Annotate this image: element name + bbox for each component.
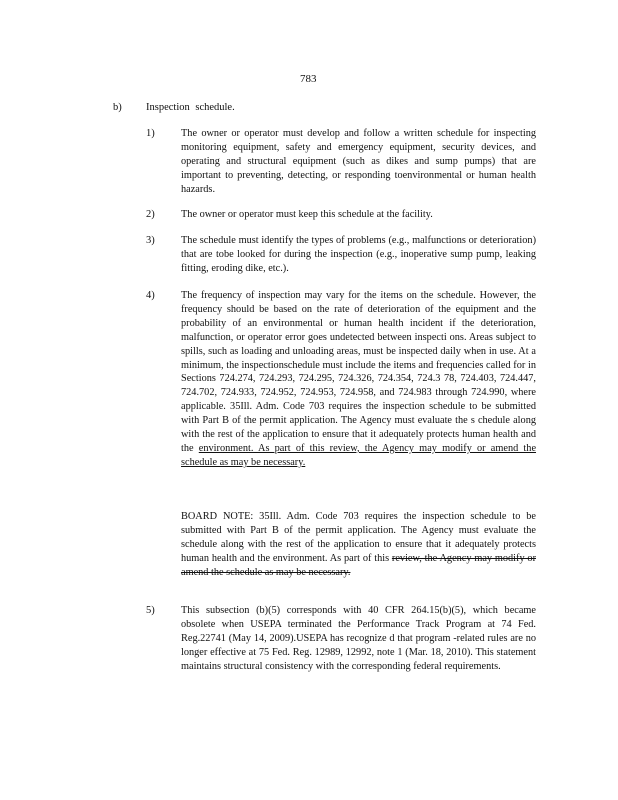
item-text-5: This subsection (b)(5) corresponds with 40 CFR 264.15(b)(5), which became obsolete when USEPA terminated the Performance Track Program at 74 Fed. Reg.22741 (May 14, 2009).USEPA has recognize d that program -related rules are no longer effective at 75 Fed. Reg. 12989, 12992, note 1 (Mar. 18, 2010). This statement maintains structural consistency with the corresponding federal requirements.: [181, 605, 536, 672]
item-text-4: [181, 289, 536, 470]
section-title: Inspection schedule.: [146, 102, 235, 113]
item-text-1: The owner or operator must develop and follow a written schedule for inspecting monitoring equipment, safety and emergency equipment, security devices, and operating and structural equipment (such as dikes and sump pumps) that are important to preventing, detecting, or responding toenvironmental or human health hazards.: [181, 128, 536, 195]
board-note-struck-text: review, the Agency may modify or amend the schedule as may be necessary.: [181, 552, 536, 578]
item-number-5: 5): [146, 605, 155, 616]
item-number-4: 4): [146, 290, 155, 301]
board-note: [181, 510, 536, 580]
section-label: b): [113, 102, 122, 113]
item-text-2: The owner or operator must keep this schedule at the facility.: [181, 209, 433, 220]
item-text-4-underlined: environment. As part of this review, the Agency may modify or amend the schedule as may be necessary.: [181, 442, 537, 468]
page-number: 783: [300, 73, 317, 85]
item-text-3: The schedule must identify the types of problems (e.g., malfunctions or deterioration) that are tobe looked for during the inspection (e.g., inoperative sump pump, leaking fitting, eroding dike, etc.).: [181, 235, 536, 274]
board-note-text: BOARD NOTE: 35Ill. Adm. Code 703 requires the inspection schedule to be submitted with Part B of the permit application. The Agency must evaluate the schedule along with the rest of the application to ensure that it adequately protects human health and the environment. As part of this: [181, 511, 536, 564]
item-number-2: 2): [146, 209, 155, 220]
item-text-4-main: The frequency of inspection may vary for the items on the schedule. However, the frequency should be based on the rate of deterioration of the equipment and the probability of an environmental or human health incident if the deterioration, malfunction, or operator error goes undetected between inspecti ons. Areas subject to spills, such as loading and unloading areas, must be inspected daily when in use. At a minimum, the inspectionschedule must include the items and frequencies called for in Sections 724.274, 724.293, 724.295, 724.326, 724.354, 724.3 78, 724.403, 724.447, 724.702, 724.933, 724.952, 724.953, 724.958, and 724.983 through 724.990, where applicable. 35Ill. Adm. Code 703 requires the inspection schedule to be submitted with Part B of the permit application. The Agency must evaluate the s chedule along with the rest of the application to ensure that it adequately protects human health and the: [181, 290, 536, 454]
item-number-1: 1): [146, 128, 155, 139]
item-number-3: 3): [146, 235, 155, 246]
